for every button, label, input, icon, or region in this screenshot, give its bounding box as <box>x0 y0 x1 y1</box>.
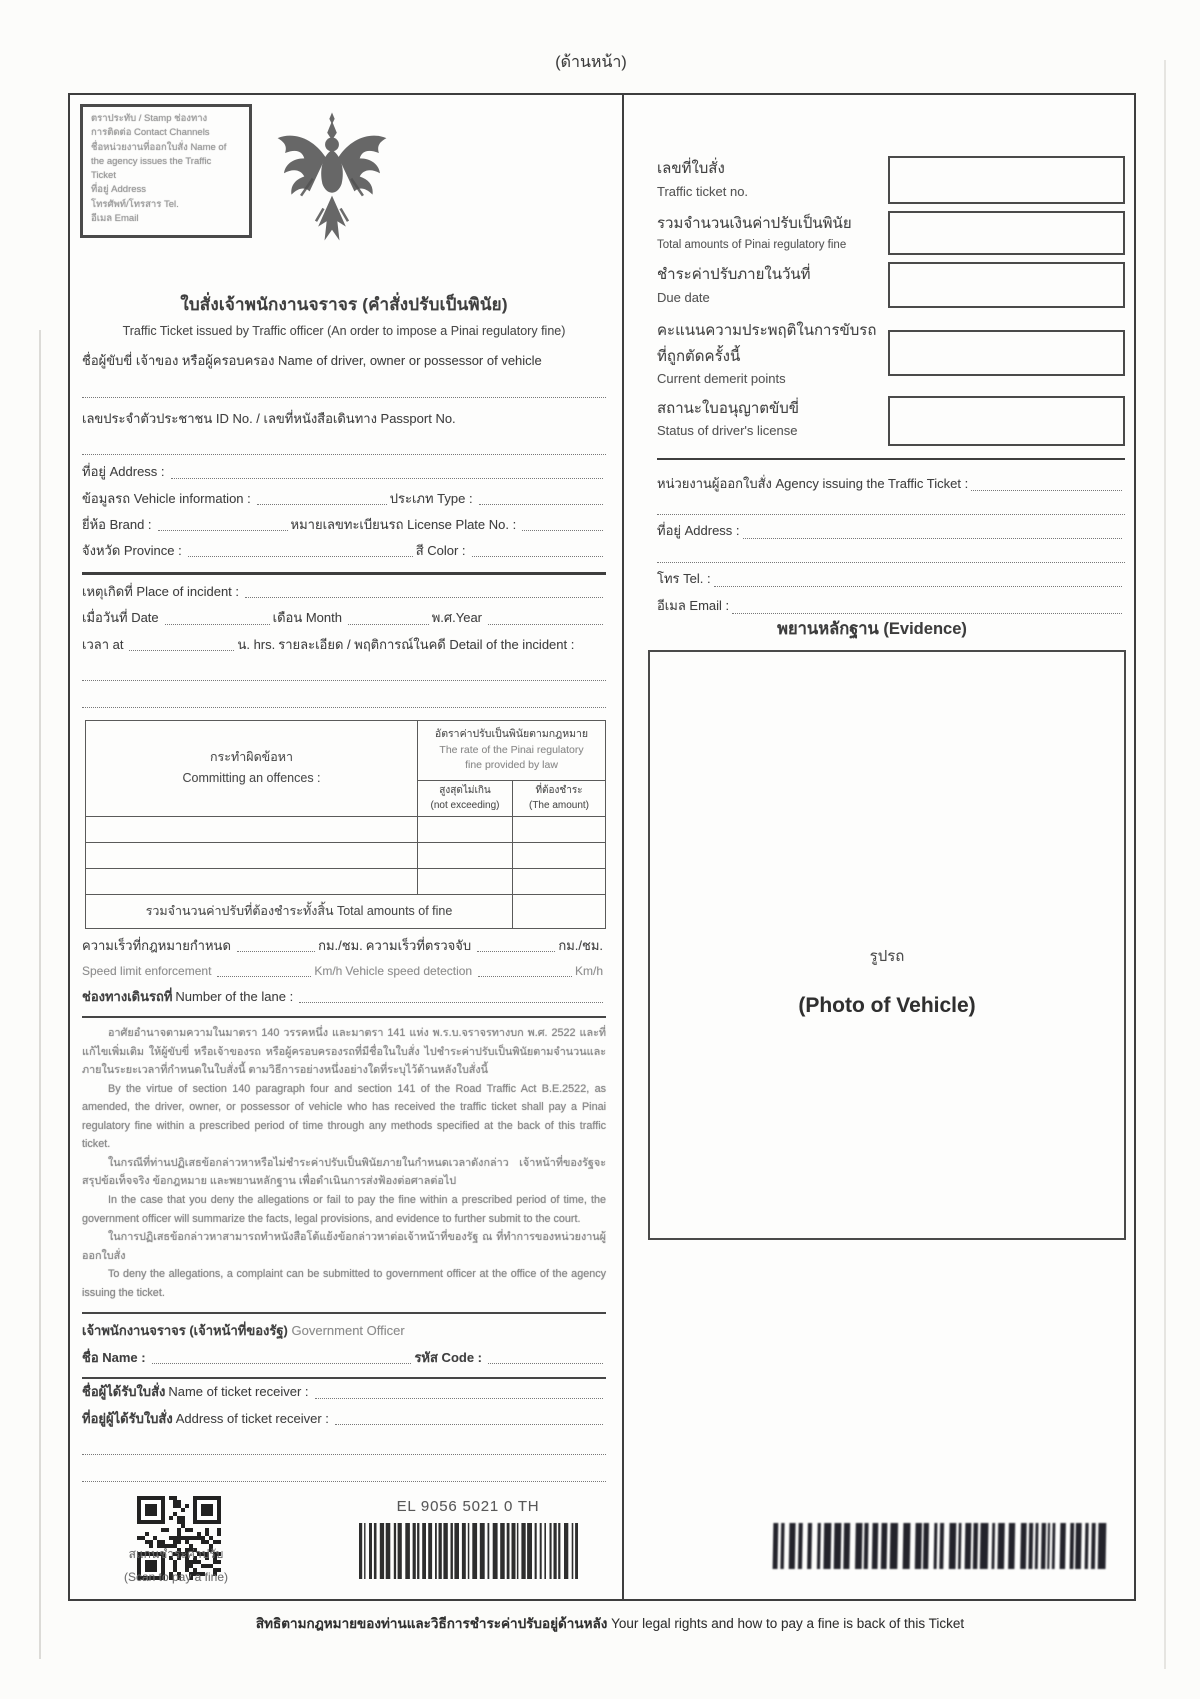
dotted-line <box>188 545 413 557</box>
max-fine-en: (not exceeding) <box>430 800 500 812</box>
dotted-line <box>479 493 603 505</box>
dotted-line <box>299 991 603 1003</box>
speed-detect-label-en: Vehicle speed detection <box>345 963 473 978</box>
lane-label-en: Number of the lane : <box>175 988 294 1004</box>
footer-note <box>30 1612 1190 1634</box>
fine-rate-header-th: อัตราค่าปรับเป็นพินัยตามกฎหมาย <box>434 728 589 741</box>
section-divider <box>657 458 1125 460</box>
paper-edge-right <box>1164 60 1166 1669</box>
license-status-label-en: Status of driver's license <box>657 423 798 438</box>
dotted-line <box>315 1387 603 1399</box>
license-status-label-th: สถานะใบอนุญาตขับขี่ <box>657 399 800 417</box>
officer-section-title-th: เจ้าพนักงานจราจร (เจ้าหน้าที่ของรัฐ) <box>82 1323 288 1339</box>
stamp-box-line: ชื่อหน่วยงานที่ออกใบสั่ง Name of <box>91 141 227 153</box>
legal-paragraph-en: To deny the allegations, a complaint can be submitted to government officer at the office of the agency issuing the ticket. <box>82 1268 606 1299</box>
dotted-line <box>488 1352 603 1364</box>
agency-email-label: อีเมล Email : <box>657 597 730 613</box>
dotted-line <box>158 519 288 531</box>
legal-paragraph-en: In the case that you deny the allegations or fail to pay the fine within a prescribed period of time, the government officer will summarize the facts, legal provisions, and evidence to further submit to the court. <box>82 1194 606 1225</box>
agency-address-label: ที่อยู่ Address : <box>657 523 740 539</box>
fine-rate-header <box>418 720 606 780</box>
total-fine-label-en: Total amounts of Pinai regulatory fine <box>657 238 847 251</box>
legal-notice <box>82 1024 606 1302</box>
receiver-address-label-th: ที่อยู่ผู้ได้รับใบสั่ง <box>82 1410 173 1426</box>
postal-code-text: EL 9056 5021 0 TH <box>396 1497 540 1515</box>
stamp-box-line: Ticket <box>91 170 116 181</box>
dotted-line <box>478 965 572 977</box>
officer-section-title-en: Government Officer <box>291 1323 405 1339</box>
incident-month-label: เดือน Month <box>272 610 342 626</box>
demerit-points-box <box>888 330 1125 376</box>
dotted-line <box>152 1352 412 1364</box>
due-date-label-th: ชำระค่าปรับภายในวันที่ <box>657 266 811 283</box>
ticket-tracking-barcode <box>772 1523 1109 1569</box>
offence-header-th: กระทำผิดข้อหา <box>209 750 293 765</box>
footer-note-th: สิทธิตามกฎหมายของท่านและวิธีการชำระค่าปรับอยู่ด้านหลัง <box>255 1616 608 1631</box>
photo-caption-en: (Photo of Vehicle) <box>798 994 976 1017</box>
dotted-line <box>237 940 315 952</box>
officer-name-label: ชื่อ Name : <box>82 1350 146 1366</box>
agency-tel-label: โทร Tel. : <box>657 571 711 587</box>
stamp-box-line: the agency issues the Traffic <box>91 155 212 167</box>
dotted-line <box>82 1442 606 1455</box>
vehicle-type-label: ประเภท Type : <box>389 490 473 506</box>
total-fine-value-cell <box>513 894 606 928</box>
total-fine-box <box>888 211 1125 255</box>
right-column <box>624 95 1134 1599</box>
legal-paragraph-th: อาศัยอำนาจตามความในมาตรา 140 วรรคหนึ่ง และมาตรา 141 แห่ง พ.ร.บ.จราจรทางบก พ.ศ. 2522 และที่แก้ไขเพิ่มเติม ให้ผู้ขับขี่ หรือเจ้าของรถ หรือผู้ครอบครองรถที่มีชื่อในใบสั่ง ไปชำระค่าปรับเป็นพินัยตามจำนวนและภายในระยะเวลาที่กำหนดในใบสั่งนี้ ตามวิธีการอย่างหนึ่งอย่างใดที่ระบุไว้ด้านหลังใบสั่งนี้ <box>82 1026 606 1077</box>
legal-paragraph-en: By the virtue of section 140 paragraph four and section 141 of the Road Traffic Act B.E.2522, as amended, the driver, owner, or possessor of vehicle who has received the traffic ticket shall pay a Pinai regulatory fine within a prescribed period of time through any methods specified at the back of this traffic ticket. <box>82 1082 606 1151</box>
photo-caption-th: รูปรถ <box>869 948 905 965</box>
dotted-line <box>472 545 603 557</box>
incident-year-label: พ.ศ.Year <box>431 610 482 626</box>
demerit-label-th2: ที่ถูกตัดครั้งนี้ <box>657 347 741 365</box>
legal-paragraph-th: ในการปฏิเสธข้อกล่าวหาสามารถทำหนังสือโต้แย้งข้อกล่าวหาต่อเจ้าหน้าที่ของรัฐ ณ ที่ทำการของหน่วยงานผู้ออกใบสั่ง <box>82 1231 606 1262</box>
offence-header-en: Committing an offences : <box>182 771 321 786</box>
evidence-photo-box <box>648 650 1126 1240</box>
stamp-box-line: อีเมล Email <box>91 212 139 224</box>
receiver-address-label-en: Address of ticket receiver : <box>175 1410 329 1426</box>
page-side-label: (ด้านหน้า) <box>555 54 627 71</box>
license-status-box <box>888 396 1125 446</box>
section-divider <box>82 1377 606 1379</box>
incident-detail-label: รายละเอียด / พฤติการณ์ในคดี Detail of the incident : <box>278 636 575 652</box>
stamp-box-line: การติดต่อ Contact Channels <box>91 127 210 139</box>
footer-note-en: Your legal rights and how to pay a fine is back of this Ticket <box>611 1616 965 1631</box>
hrs-label: น. hrs. <box>237 636 276 652</box>
dotted-line <box>165 613 270 625</box>
dotted-line <box>971 479 1122 491</box>
ticket-no-label-en: Traffic ticket no. <box>657 183 749 199</box>
dotted-line <box>714 575 1122 587</box>
speed-limit-label-en: Speed limit enforcement <box>82 963 212 978</box>
province-label: จังหวัด Province : <box>82 543 182 559</box>
vehicle-info-label: ข้อมูลรถ Vehicle information : <box>82 490 251 506</box>
ticket-title-en: Traffic Ticket issued by Traffic officer (An order to impose a Pinai regulatory fine) <box>122 323 566 338</box>
amount-header <box>513 780 606 816</box>
kmh-unit: กม./ชม. <box>558 937 604 953</box>
color-label: สี Color : <box>415 543 466 559</box>
kmh-unit-en: Km/h <box>575 963 604 978</box>
brand-label: ยี่ห้อ Brand : <box>82 516 152 532</box>
max-fine-th: สูงสุดไม่เกิน <box>439 785 491 797</box>
demerit-label-en: Current demerit points <box>657 371 786 386</box>
dotted-line <box>129 639 234 651</box>
max-fine-header <box>418 780 513 816</box>
stamp-box-line: โทรศัพท์/โทรสาร Tel. <box>91 198 179 210</box>
dotted-line <box>82 385 606 398</box>
receiver-name-label-th: ชื่อผู้ได้รับใบสั่ง <box>82 1384 166 1400</box>
dotted-line <box>82 668 606 681</box>
kmh-unit-en: Km/h <box>314 963 343 978</box>
scan-caption-en: (Scan to pay a fine) <box>123 1570 229 1585</box>
section-divider <box>82 1016 606 1018</box>
stamp-box <box>80 104 252 238</box>
scan-to-pay-caption <box>92 1543 260 1589</box>
section-divider <box>82 572 606 575</box>
dotted-line <box>522 519 603 531</box>
offence-column-header <box>86 720 418 816</box>
lane-label-th: ช่องทางเดินรถที่ <box>82 988 173 1004</box>
incident-date-label: เมื่อวันที่ Date <box>82 610 159 626</box>
dotted-line <box>245 586 603 598</box>
driver-name-label: ชื่อผู้ขับขี่ เจ้าของ หรือผู้ครอบครอง Name of driver, owner or possessor of vehicle <box>82 352 542 368</box>
total-fine-label: รวมจำนวนค่าปรับที่ต้องชำระทั้งสิ้น Total amounts of fine <box>86 894 513 928</box>
dotted-line <box>171 467 603 479</box>
kmh-unit: กม./ชม. <box>318 937 363 953</box>
dotted-line <box>82 695 606 708</box>
offence-row <box>86 868 606 894</box>
paper-edge-left <box>39 330 41 1659</box>
dotted-line <box>743 527 1122 539</box>
fine-rate-header-en2: fine provided by law <box>465 758 558 771</box>
dotted-line <box>82 1469 606 1482</box>
ticket-title-th: ใบสั่งเจ้าพนักงานจราจร (คำสั่งปรับเป็นพินัย) <box>180 295 508 314</box>
scan-caption-th: สแกนชำระค่าปรับ <box>128 1547 224 1562</box>
speed-limit-label-th: ความเร็วที่กฎหมายกำหนด <box>82 937 231 953</box>
stamp-box-line: ตราประทับ / Stamp ช่องทาง <box>91 113 208 124</box>
offence-row <box>86 842 606 868</box>
left-column <box>70 95 624 1599</box>
speed-detect-label-th: ความเร็วที่ตรวจจับ <box>365 937 472 953</box>
address-label: ที่อยู่ Address : <box>82 464 165 480</box>
id-passport-label: เลขประจำตัวประชาชน ID No. / เลขที่หนังสือเดินทาง Passport No. <box>82 410 456 426</box>
officer-code-label: รหัส Code : <box>414 1350 482 1366</box>
stamp-box-line: ที่อยู่ Address <box>91 184 147 196</box>
garuda-emblem-icon <box>268 109 396 261</box>
ticket-no-label-th: เลขที่ใบสั่ง <box>657 160 725 177</box>
receiver-name-label-en: Name of ticket receiver : <box>168 1384 309 1400</box>
dotted-line <box>657 550 1125 563</box>
amount-en: (The amount) <box>528 800 590 812</box>
demerit-label-th1: คะแนนความประพฤติในการขับรถ <box>657 322 877 339</box>
postal-barcode <box>358 1523 578 1579</box>
ticket-border <box>68 93 1136 1601</box>
dotted-line <box>657 502 1125 515</box>
ticket-no-box <box>888 156 1125 204</box>
offence-table <box>85 720 606 929</box>
place-of-incident-label: เหตุเกิดที่ Place of incident : <box>82 584 240 600</box>
dotted-line <box>217 965 311 977</box>
license-plate-label: หมายเลขทะเบียนรถ License Plate No. : <box>290 516 517 532</box>
fine-rate-header-en1: The rate of the Pinai regulatory <box>439 743 584 756</box>
due-date-label-en: Due date <box>657 289 710 305</box>
dotted-line <box>335 1413 603 1425</box>
total-fine-label-th: รวมจำนวนเงินค่าปรับเป็นพินัย <box>657 215 852 232</box>
dotted-line <box>488 613 603 625</box>
evidence-heading: พยานหลักฐาน (Evidence) <box>777 620 967 638</box>
dotted-line <box>257 493 387 505</box>
dotted-line <box>732 602 1122 614</box>
section-divider <box>82 1312 606 1314</box>
dotted-line <box>348 613 429 625</box>
legal-paragraph-th: ในกรณีที่ท่านปฏิเสธข้อกล่าวหาหรือไม่ชำระค่าปรับเป็นพินัยภายในกำหนดเวลาดังกล่าว เจ้าหน้าที่ของรัฐจะสรุปข้อเท็จจริง ข้อกฎหมาย และพยานหลักฐาน เพื่อดำเนินการส่งฟ้องต่อศาลต่อไป <box>82 1156 606 1188</box>
dotted-line <box>82 442 606 455</box>
offence-row <box>86 816 606 842</box>
due-date-box <box>888 262 1125 308</box>
agency-label: หน่วยงานผู้ออกใบสั่ง Agency issuing the Traffic Ticket : <box>657 475 969 491</box>
incident-time-label: เวลา at <box>82 636 124 652</box>
amount-th: ที่ต้องชำระ <box>535 785 583 797</box>
dotted-line <box>477 940 555 952</box>
